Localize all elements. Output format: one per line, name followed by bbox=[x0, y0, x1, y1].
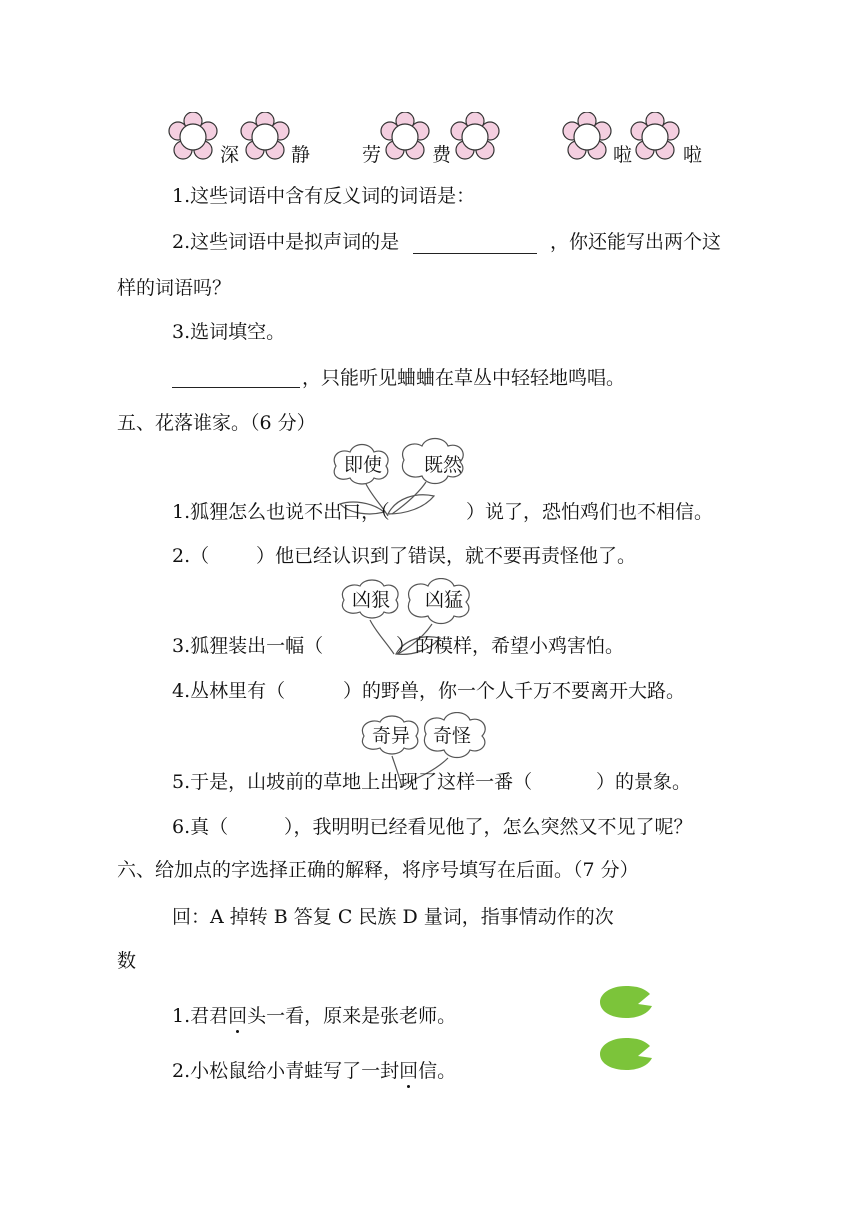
answer-blank[interactable] bbox=[172, 367, 300, 388]
question-text: 5.于是，山坡前的草地上出现了这样一番（ bbox=[172, 771, 533, 793]
question-text: 2.这些词语中是拟声词的是 bbox=[172, 231, 400, 253]
option-word: 凶猛 bbox=[425, 589, 464, 611]
option-word: 即使 bbox=[344, 454, 383, 476]
answer-blank[interactable] bbox=[413, 233, 537, 254]
section-title: 五、花落谁家。（6 分） bbox=[117, 412, 316, 434]
option-word: 既然 bbox=[424, 454, 463, 476]
question-text: 信。 bbox=[418, 1060, 457, 1082]
question-text: 样的词语吗？ bbox=[117, 277, 232, 299]
leaf-icon[interactable] bbox=[598, 984, 654, 1020]
definition-line: 回：A 掉转 B 答复 C 民族 D 量词，指事情动作的次 bbox=[172, 906, 614, 928]
question-text: 2.小松鼠给小青蛙写了一封 bbox=[172, 1060, 400, 1082]
flower-icon bbox=[630, 112, 680, 162]
definition-line: 数 bbox=[117, 950, 137, 972]
option-word: 奇怪 bbox=[433, 725, 472, 747]
question-text: 2.（ bbox=[172, 545, 210, 567]
question-text: ），我明明已经看见他了，怎么突然又不见了呢？ bbox=[284, 816, 693, 838]
question-text: ）的景象。 bbox=[596, 771, 692, 793]
option-word: 凶狠 bbox=[352, 589, 391, 611]
question-line bbox=[172, 1062, 456, 1081]
question-text: ）的野兽，你一个人千万不要离开大路。 bbox=[343, 680, 686, 702]
question-text: ）他已经认识到了错误，就不要再责怪他了。 bbox=[256, 545, 637, 567]
question-text: ）说了，恐怕鸡们也不相信。 bbox=[466, 501, 714, 523]
flower-word: 费 bbox=[432, 144, 452, 166]
question-text: ，你还能写出两个这 bbox=[550, 231, 722, 253]
question-line bbox=[172, 1007, 456, 1026]
section-title: 六、给加点的字选择正确的解释，将序号填写在后面。（7 分） bbox=[117, 859, 639, 881]
option-word: 奇异 bbox=[372, 725, 411, 747]
question-text: 3.狐狸装出一幅（ bbox=[172, 635, 324, 657]
question-text: 3.选词填空。 bbox=[172, 321, 286, 343]
question-text: 1.狐狸怎么也说不出口，（ bbox=[172, 501, 390, 523]
flower-icon bbox=[168, 112, 218, 162]
flower-word: 啦 bbox=[613, 144, 633, 166]
question-text: 头一看，原来是张老师。 bbox=[247, 1005, 457, 1027]
question-text: 1.君君 bbox=[172, 1005, 229, 1027]
flower-word: 静 bbox=[291, 144, 311, 166]
question-text: ，只能听见蛐蛐在草丛中轻轻地鸣唱。 bbox=[302, 367, 626, 389]
flower-word: 劳 bbox=[362, 144, 382, 166]
dotted-character: 回 bbox=[228, 1005, 248, 1027]
flower-word: 啦 bbox=[683, 144, 703, 166]
question-text: ）的模样，希望小鸡害怕。 bbox=[396, 635, 625, 657]
flower-icon bbox=[240, 112, 290, 162]
flower-icon bbox=[450, 112, 500, 162]
dotted-character: 回 bbox=[399, 1060, 419, 1082]
leaf-icon[interactable] bbox=[598, 1036, 654, 1072]
question-text: 1.这些词语中含有反义词的词语是： bbox=[172, 185, 476, 207]
question-text: 4.丛林里有（ bbox=[172, 680, 286, 702]
flower-word: 深 bbox=[220, 144, 240, 166]
flower-icon bbox=[562, 112, 612, 162]
flower-icon bbox=[380, 112, 430, 162]
question-text: 6.真（ bbox=[172, 816, 229, 838]
